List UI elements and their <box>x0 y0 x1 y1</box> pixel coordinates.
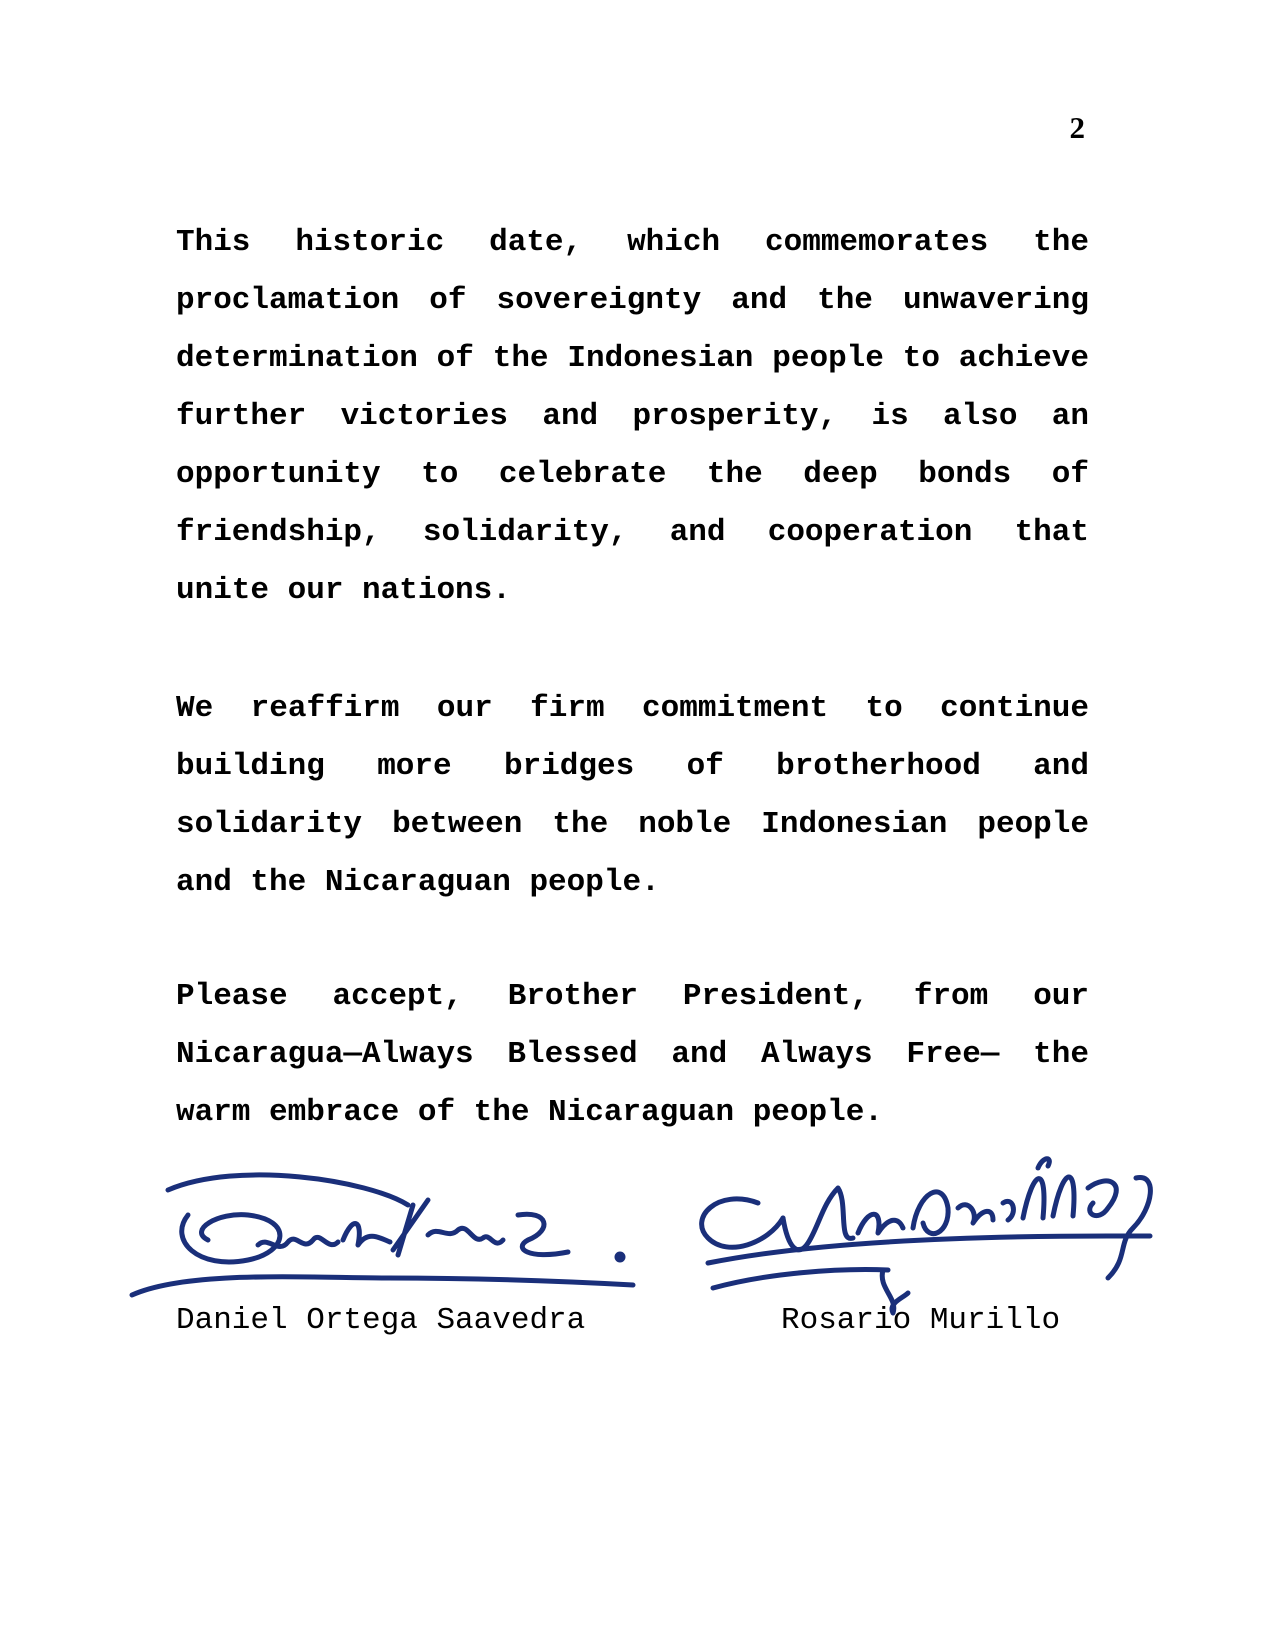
signature-murillo <box>688 1148 1158 1328</box>
signature-ortega <box>128 1160 668 1310</box>
paragraph-text: We reaffirm our firm commitment to continue building more bridges of brotherhood and solidarity between the noble Indonesian people and the Nicaraguan people. <box>176 691 1089 900</box>
signatory-name-ortega: Daniel Ortega Saavedra <box>176 1303 586 1338</box>
paragraph-closing <box>176 968 1089 1142</box>
paragraph-commitment <box>176 680 1089 912</box>
paragraph-anniversary <box>176 214 1089 620</box>
page-number: 2 <box>1069 110 1085 145</box>
signatory-name-murillo: Rosario Murillo <box>781 1303 1061 1338</box>
paragraph-text: This historic date, which commemorates the proclamation of sovereignty and the unwavering determination of the Indonesian people to achieve further victories and prosperity, is also an opportunity to celebrate the deep bonds of friendship, solidarity, and cooperation that unite our nations. <box>176 225 1089 608</box>
paragraph-text: Please accept, Brother President, from our Nicaragua—Always Blessed and Always Free— the warm embrace of the Nicaraguan people. <box>176 979 1089 1130</box>
